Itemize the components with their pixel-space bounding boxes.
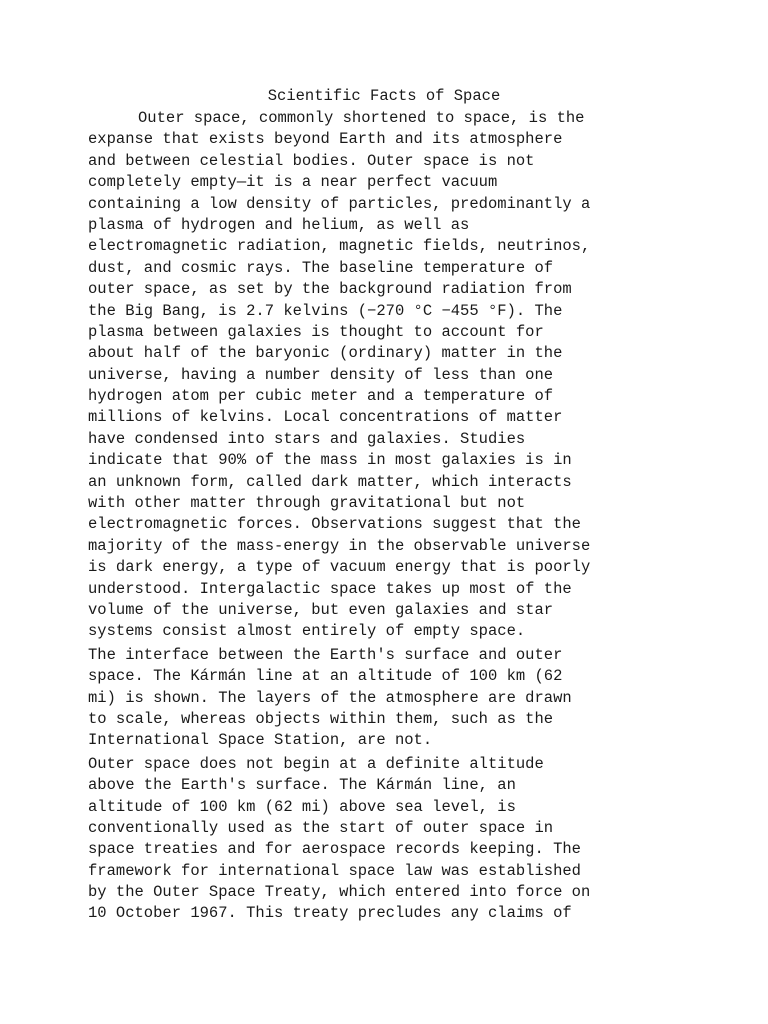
text-line: understood. Intergalactic space takes up most of the (88, 579, 572, 598)
text-line: electromagnetic forces. Observations suggest that the (88, 515, 581, 534)
text-line: framework for international space law was established (88, 861, 581, 880)
text-line: outer space, as set by the background radiation from (88, 280, 572, 299)
document-body (88, 108, 718, 925)
paragraph (88, 754, 718, 925)
text-line: Outer space does not begin at a definite altitude (88, 754, 544, 773)
paragraph (88, 645, 718, 752)
text-line: altitude of 100 km (62 mi) above sea level, is (88, 797, 516, 816)
text-line: containing a low density of particles, predominantly a (88, 194, 591, 213)
text-line: by the Outer Space Treaty, which entered into force on (88, 883, 591, 902)
text-line: space treaties and for aerospace records keeping. The (88, 840, 581, 859)
text-line: mi) is shown. The layers of the atmosphere are drawn (88, 688, 572, 707)
text-line: hydrogen atom per cubic meter and a temperature of (88, 387, 554, 406)
text-line: with other matter through gravitational but not (88, 494, 526, 513)
text-line: above the Earth's surface. The Kármán line, an (88, 776, 516, 795)
text-line: completely empty—it is a near perfect vacuum (88, 173, 498, 192)
text-line: to scale, whereas objects within them, such as the (88, 709, 554, 728)
text-line: have condensed into stars and galaxies. Studies (88, 429, 526, 448)
text-line: 10 October 1967. This treaty precludes any claims of (88, 904, 572, 923)
text-line: the Big Bang, is 2.7 kelvins (−270 °C −455 °F). The (88, 301, 563, 320)
text-line: is dark energy, a type of vacuum energy that is poorly (88, 558, 591, 577)
text-line: systems consist almost entirely of empty space. (88, 622, 526, 641)
paragraph (88, 108, 718, 643)
text-line: universe, having a number density of less than one (88, 365, 554, 384)
text-line: International Space Station, are not. (88, 731, 433, 750)
text-line: and between celestial bodies. Outer space is not (88, 151, 535, 170)
text-line: space. The Kármán line at an altitude of 100 km (62 (88, 667, 563, 686)
text-line: plasma between galaxies is thought to account for (88, 322, 544, 341)
text-line: indicate that 90% of the mass in most galaxies is in (88, 451, 572, 470)
text-line: volume of the universe, but even galaxies and star (88, 600, 554, 619)
text-line: conventionally used as the start of outer space in (88, 818, 554, 837)
text-line: plasma of hydrogen and helium, as well as (88, 215, 470, 234)
text-line: Outer space, commonly shortened to space, is the (138, 109, 585, 127)
text-line: millions of kelvins. Local concentrations of matter (88, 408, 563, 427)
text-line: The interface between the Earth's surface and outer (88, 645, 563, 664)
text-line: electromagnetic radiation, magnetic fields, neutrinos, (88, 237, 591, 256)
text-line: an unknown form, called dark matter, which interacts (88, 472, 572, 491)
text-line: majority of the mass-energy in the observable universe (88, 536, 591, 555)
document-title: Scientific Facts of Space (267, 87, 501, 105)
text-line: expanse that exists beyond Earth and its atmosphere (88, 130, 563, 149)
text-line: dust, and cosmic rays. The baseline temperature of (88, 258, 554, 277)
text-line: about half of the baryonic (ordinary) matter in the (88, 344, 563, 363)
